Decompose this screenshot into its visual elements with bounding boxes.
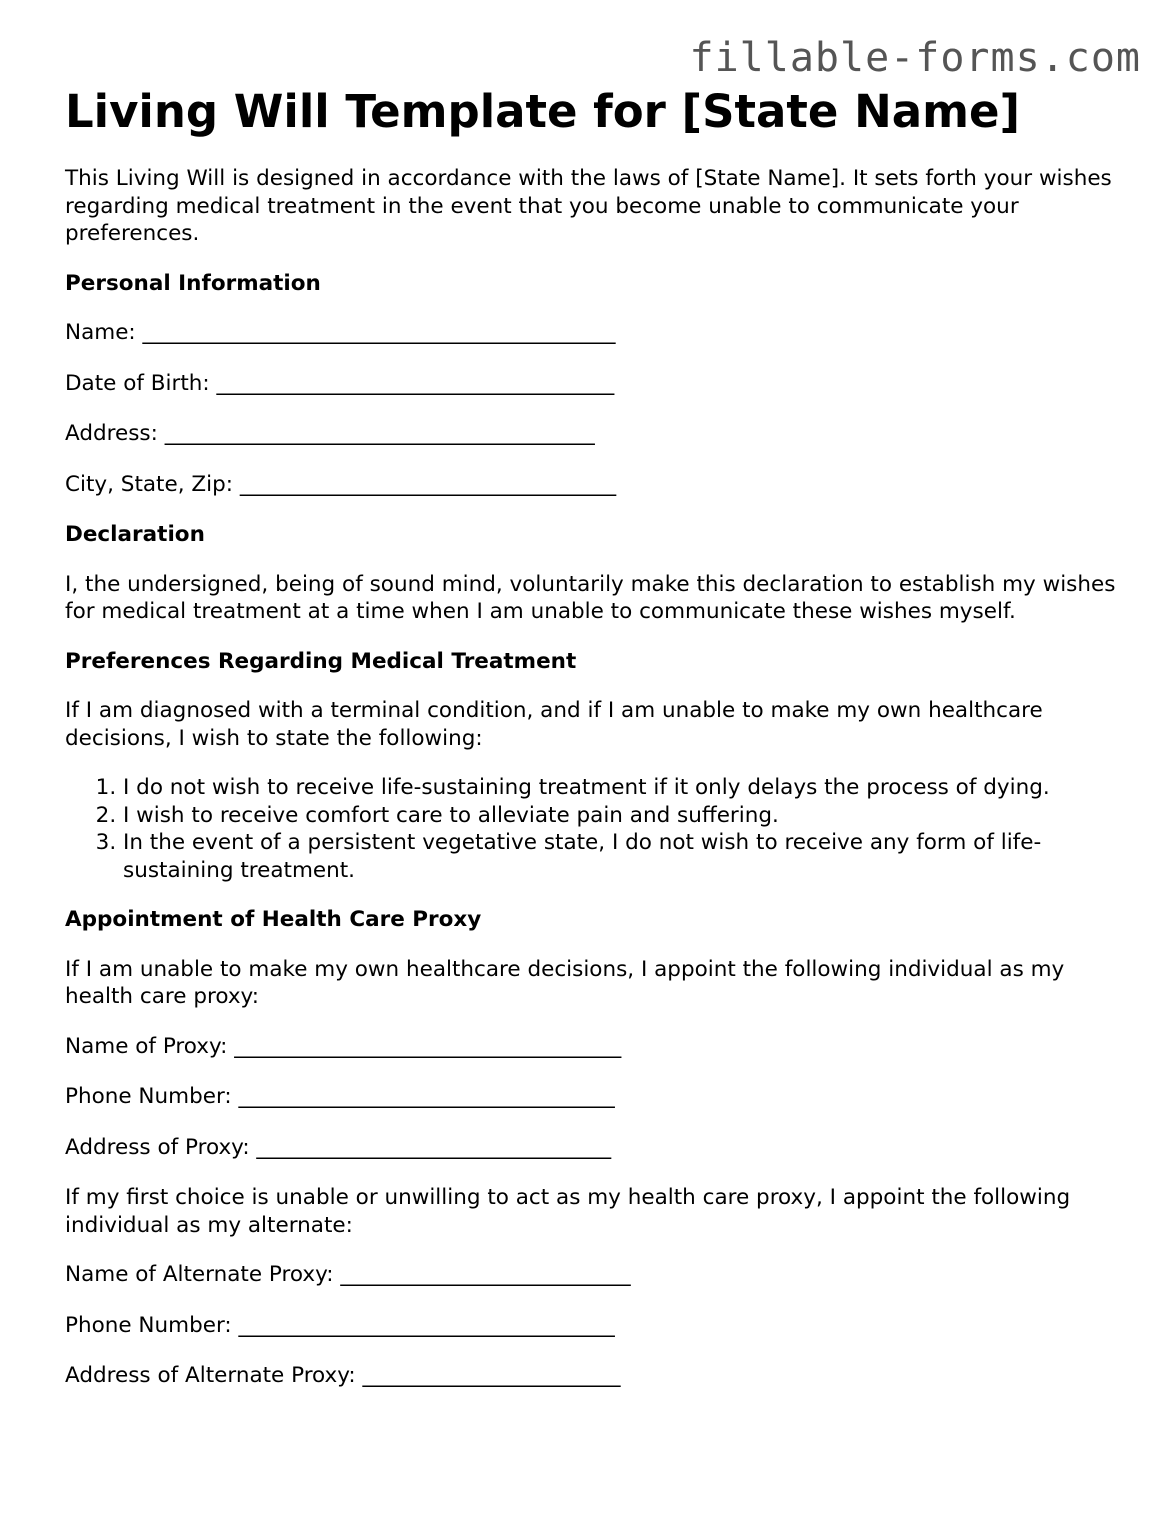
intro-paragraph: This Living Will is designed in accordance with the laws of [State Name]. It sets forth your wishes regarding medical treatment in the event that you become unable to communicate your preferences. <box>65 166 1112 246</box>
proxy-name-field[interactable]: Name of Proxy: ____________________________________ <box>65 1033 622 1059</box>
alternate-proxy-name-field[interactable]: Name of Alternate Proxy: ___________________________ <box>65 1262 631 1287</box>
personal-information-heading: Personal Information <box>65 270 321 296</box>
alternate-proxy-paragraph: If my first choice is unable or unwilling to act as my health care proxy, I appoint the following individual as my alternate: <box>65 1185 1071 1238</box>
declaration-paragraph: I, the undersigned, being of sound mind, voluntarily make this declaration to establish my wishes for medical treatment at a time when I am unable to communicate these wishes myself. <box>65 571 1116 624</box>
declaration-heading: Declaration <box>65 522 205 547</box>
city-state-zip-field[interactable]: City, State, Zip: ___________________________________ <box>65 471 617 497</box>
proxy-phone-field[interactable]: Phone Number: ___________________________________ <box>65 1084 615 1109</box>
address-field[interactable]: Address: ________________________________________ <box>65 421 595 446</box>
watermark: fillable-forms.com <box>689 35 1141 81</box>
preferences-list <box>65 774 1125 884</box>
alternate-proxy-address-field[interactable]: Address of Alternate Proxy: ________________________ <box>65 1363 621 1388</box>
preferences-heading: Preferences Regarding Medical Treatment <box>65 648 577 674</box>
preference-item-2: 2. I wish to receive comfort care to alleviate pain and suffering. <box>123 802 1125 830</box>
preferences-paragraph: If I am diagnosed with a terminal condition, and if I am unable to make my own healthcare decisions, I wish to state the following: <box>65 698 1043 751</box>
proxy-address-field[interactable]: Address of Proxy: _________________________________ <box>65 1134 612 1160</box>
preference-item-1: 1. I do not wish to receive life-sustaining treatment if it only delays the process of dying. <box>123 774 1125 802</box>
alternate-proxy-phone-field[interactable]: Phone Number: ___________________________________ <box>65 1312 615 1338</box>
document-page <box>65 85 1125 1413</box>
page-title: Living Will Template for [State Name] <box>65 85 1021 138</box>
date-of-birth-field[interactable]: Date of Birth: _____________________________________ <box>65 370 615 396</box>
proxy-paragraph: If I am unable to make my own healthcare decisions, I appoint the following individual as my health care proxy: <box>65 956 1065 1009</box>
proxy-heading: Appointment of Health Care Proxy <box>65 907 482 932</box>
name-field[interactable]: Name: ____________________________________________ <box>65 320 616 345</box>
preference-item-3: 3. In the event of a persistent vegetative state, I do not wish to receive any form of life-sustaining treatment. <box>123 829 1125 884</box>
